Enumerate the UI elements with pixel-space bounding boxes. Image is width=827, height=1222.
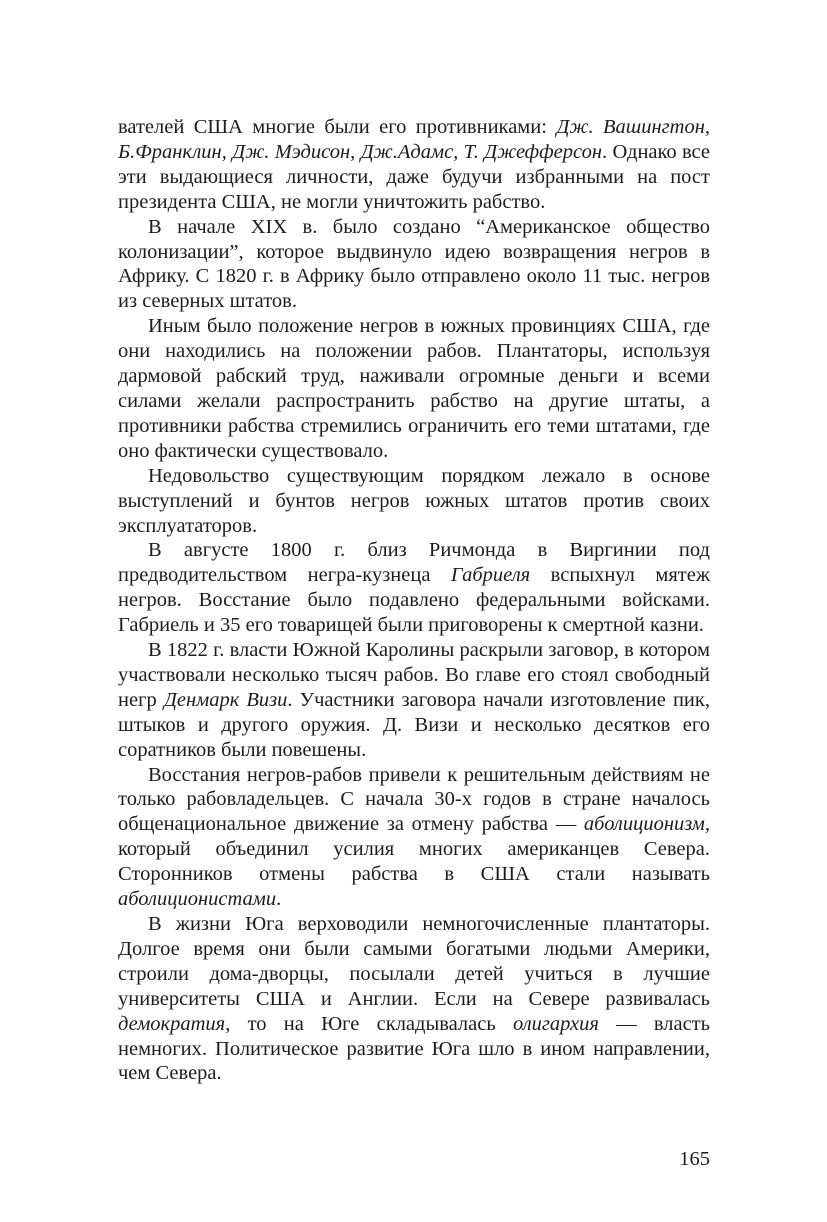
- text-segment: Иным было положение негров в южных провинциях США, где они находились на положении рабов. Плантаторы, используя дармовой рабский труд, наживали огромные деньги и всеми силами желали распространить рабство на другие штаты, а противники рабства стремились ограничить его теми штатами, где оно фактически существовало.: [118, 315, 710, 462]
- text-segment: В августе 1800 г. близ Ричмонда в Виргинии под предводительством негра-кузнеца: [118, 539, 710, 587]
- italic-text: Денмарк Визи: [163, 688, 288, 711]
- page-number: 165: [679, 1148, 710, 1170]
- italic-text: олигархия: [512, 1012, 599, 1035]
- text-segment: — власть немногих. Политическое развитие Юга шло в ином направлении, чем Севера.: [118, 1012, 710, 1085]
- paragraph: [118, 538, 710, 638]
- text-segment: В 1822 г. власти Южной Каролины раскрыли заговор, в котором участвовали несколько тысяч рабов. Во главе его стоял свободный негр: [118, 639, 710, 711]
- italic-text: аболиционистами: [118, 888, 277, 911]
- paragraph: [118, 912, 710, 1086]
- paragraph: [118, 464, 710, 539]
- italic-text: Габриеля: [450, 564, 531, 587]
- text-segment: , то на Юге складывалась: [225, 1012, 513, 1035]
- text-segment: .: [276, 888, 282, 911]
- text-segment: . Участники заговора начали изготовление пик, штыков и другого оружия. Д. Визи и несколько десятков его соратников были повешены.: [118, 688, 710, 761]
- body-text: [118, 115, 710, 1086]
- text-segment: В начале XIX в. было создано “Американское общество колонизации”, которое выдвинуло идею возвращения негров в Африку. С 1820 г. в Африку было отправлено около 11 тыс. негров из северных штатов.: [118, 215, 710, 313]
- text-segment: В жизни Юга верховодили немногочисленные плантаторы. Долгое время они были самыми богатыми людьми Америки, строили дома-дворцы, посылали детей учиться в лучшие университеты США и Англии. Если на Севере развивалась: [118, 913, 710, 1010]
- paragraph: [118, 314, 710, 463]
- text-segment: вателей США многие были его противниками:: [118, 116, 557, 138]
- text-segment: Восстания негров-рабов привели к решительным действиям не только рабовладельцев. С начала 30-х годов в стране началось общенациональное движение за отмену рабства —: [118, 763, 710, 836]
- italic-text: аболиционизм: [583, 813, 705, 836]
- text-segment: . Однако все эти выдающиеся личности, даже будучи избранными на пост президента США, не могли уничтожить рабство.: [118, 140, 710, 213]
- text-segment: Недовольство существующим порядком лежало в основе выступлений и бунтов негров южных штатов против своих эксплуататоров.: [118, 464, 710, 537]
- italic-text: Дж. Вашингтон, Б.Франклин, Дж. Мэдисон, Дж.Адамс, Т. Джефферсон: [118, 116, 710, 163]
- paragraph: [118, 638, 710, 763]
- italic-text: демократия: [118, 1012, 226, 1035]
- paragraph: [118, 215, 710, 315]
- paragraph: [118, 763, 710, 912]
- paragraph: [118, 115, 710, 215]
- text-segment: вспыхнул мятеж негров. Восстание было подавлено федеральными войсками. Габриель и 35 его товарищей были приговорены к смертной казни.: [118, 564, 710, 637]
- text-segment: , который объединил усилия многих американцев Севера. Сторонников отмены рабства в США стали называть: [118, 813, 710, 886]
